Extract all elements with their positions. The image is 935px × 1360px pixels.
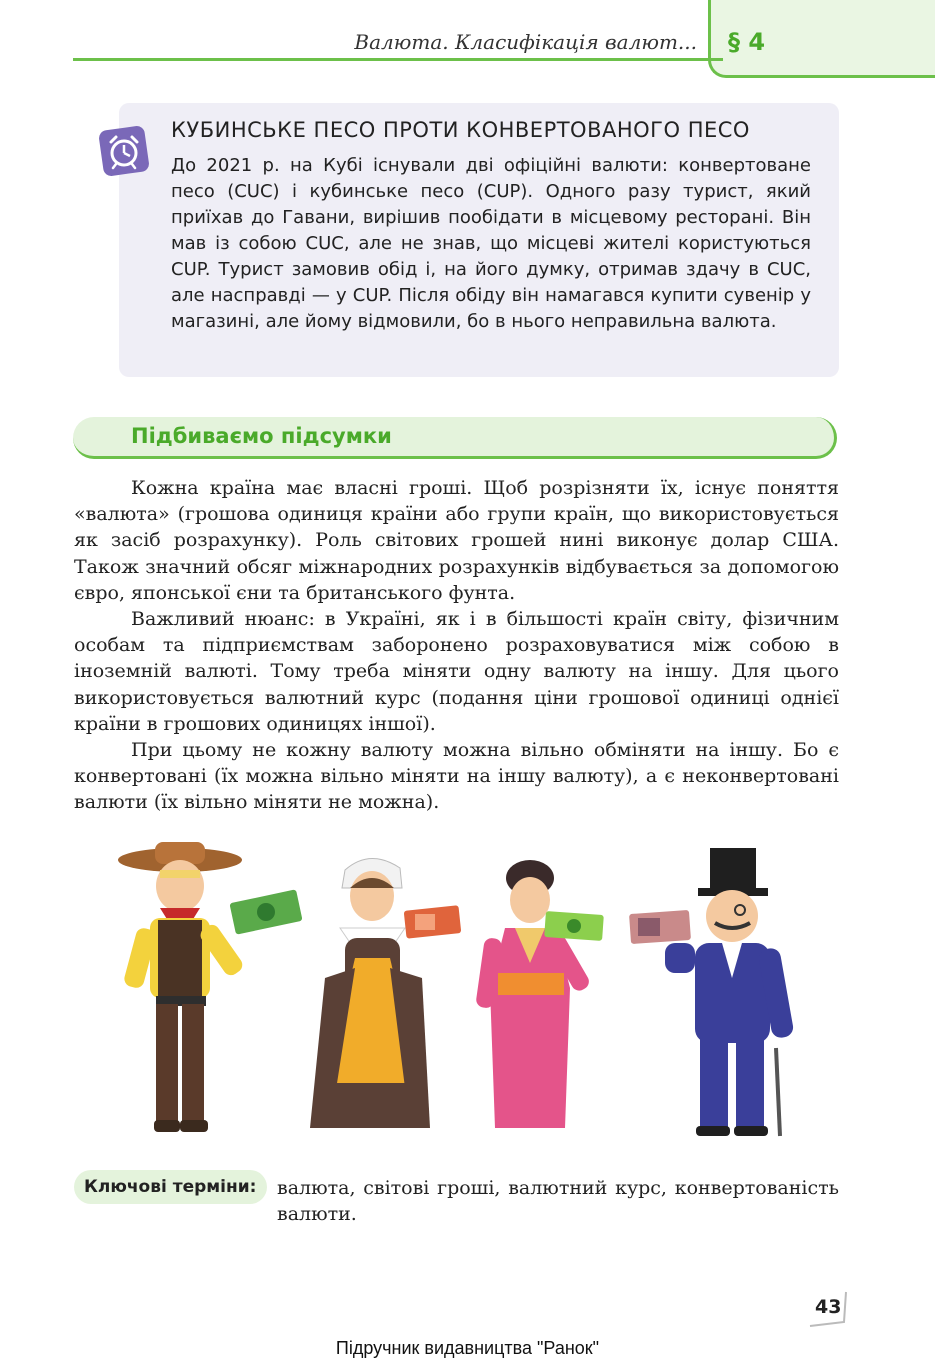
- summary-paragraph: При цьому не кожну валюту можна вільно обміняти на іншу. Бо є конвертовані (їх можна вільно міняти на іншу валюту), а є неконвертовані валюти (їх вільно міняти не можна).: [74, 739, 839, 814]
- page-number: 43: [815, 1296, 842, 1318]
- english-gentleman-figure: [629, 848, 795, 1136]
- running-header-title: Валюта. Класифікація валют...: [354, 30, 697, 54]
- publisher-footer: Підручник видавництва "Ранок": [335, 1338, 600, 1358]
- summary-heading: Підбиваємо підсумки: [131, 424, 392, 448]
- summary-paragraph: Кожна країна має власні гроші. Щоб розрізняти їх, існує поняття «валюта» (грошова одиниця країни або групи країн, що використовується як засіб розрахунку). Роль світових грошей нині виконує долар США. Також значний обсяг міжнародних розрахунків відбувається за допомогою євро, японської єни та британського фунта.: [74, 477, 839, 604]
- key-terms-label: Ключові терміни:: [84, 1177, 257, 1197]
- info-box-heading: КУБИНСЬКЕ ПЕСО ПРОТИ КОНВЕРТОВАНОГО ПЕСО: [171, 118, 750, 142]
- summary-body: [74, 475, 839, 816]
- header-rule: [73, 58, 723, 61]
- cowboy-figure: [118, 842, 303, 1132]
- section-number: § 4: [728, 28, 766, 56]
- summary-paragraph: Важливий нюанс: в Україні, як і в більшості країн світу, фізичним особам та підприємствам заборонено розраховуватися між собою в іноземній валюті. Тому треба міняти одну валюту на іншу. Для цього використовується валютний курс (подання ціни грошової одиниці однієї країни в грошових одиницях іншої).: [74, 608, 839, 735]
- japanese-woman-figure: [475, 860, 604, 1128]
- european-woman-figure: [310, 858, 461, 1128]
- currency-characters-illustration: [110, 838, 810, 1143]
- info-box-text: До 2021 р. на Кубі існували дві офіційні валюти: конвертоване песо (CUC) і кубинське песо (CUP). Одного разу турист, який приїхав до Гавани, вирішив пообідати в місцевому ресторані. Він мав із собою CUC, але не знав, що місцеві жителі користуються CUP. Турист замовив обід і, на його думку, отримав здачу в CUC, але насправді — у CUP. Після обіду він намагався купити сувенір у магазині, але йому відмовили, бо в нього неправильна валюта.: [171, 155, 811, 332]
- alarm-clock-icon: [99, 126, 149, 176]
- key-terms-text: валюта, світові гроші, валютний курс, конвертованість валюти.: [277, 1177, 839, 1225]
